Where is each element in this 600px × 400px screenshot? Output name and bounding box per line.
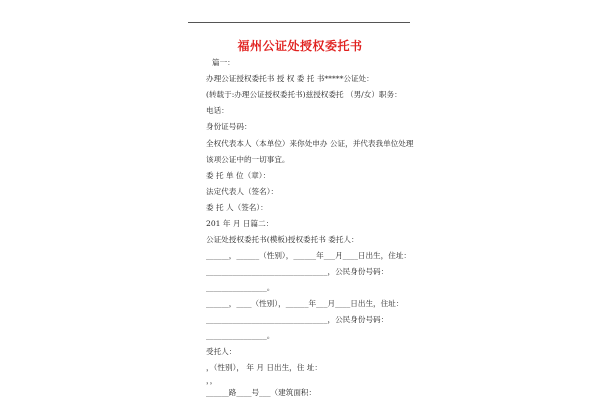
doc-line-16: ______，____（性别），______年___月____日出生，住址： bbox=[206, 299, 404, 308]
doc-line-4: 电话： bbox=[206, 106, 229, 115]
doc-line-12: 公证处授权委托书(模板)授权委托书 委托人： bbox=[206, 235, 359, 244]
doc-line-20: ，（性别）， 年 月 日出生，住 址： bbox=[206, 363, 322, 372]
doc-line-13: ______，______（性别），______年___月____日出生，住址： bbox=[206, 251, 412, 260]
doc-line-22: ______路____号___（建筑面积： bbox=[206, 388, 317, 397]
doc-line-10: 委 托 人（签名）： bbox=[206, 203, 268, 212]
doc-line-11: 201 年 月 日篇二： bbox=[206, 219, 274, 228]
doc-line-18: ________________。 bbox=[206, 331, 275, 340]
document-title: 福州公证处授权委托书 bbox=[237, 39, 363, 53]
doc-line-19: 受托人： bbox=[206, 347, 237, 356]
doc-line-2: 办理公证授权委托书 授 权 委 托 书*****公证处： bbox=[206, 74, 374, 83]
doc-line-7: 该项公证中的一切事宜。 bbox=[206, 155, 290, 164]
doc-line-8: 委 托 单 位（章）： bbox=[206, 171, 271, 180]
doc-line-3: (转载于:办理公证授权委托书)兹授权委托 （男/女）职务： bbox=[206, 90, 402, 99]
doc-line-21: ，， bbox=[206, 376, 218, 385]
doc-line-9: 法定代表人（签名）： bbox=[206, 187, 279, 196]
doc-line-5: 身份证号码： bbox=[206, 122, 252, 131]
doc-line-6: 全权代表本人（本单位）来你处申办 公证，并代表我单位处理 bbox=[206, 139, 414, 148]
doc-line-14: ________________________________，公民身份号码： bbox=[206, 267, 389, 276]
doc-line-1: 篇一： bbox=[212, 58, 235, 67]
doc-line-17: ________________________________，公民身份号码： bbox=[206, 315, 389, 324]
doc-line-15: ________________。 bbox=[206, 283, 275, 292]
header-rule bbox=[188, 22, 410, 23]
